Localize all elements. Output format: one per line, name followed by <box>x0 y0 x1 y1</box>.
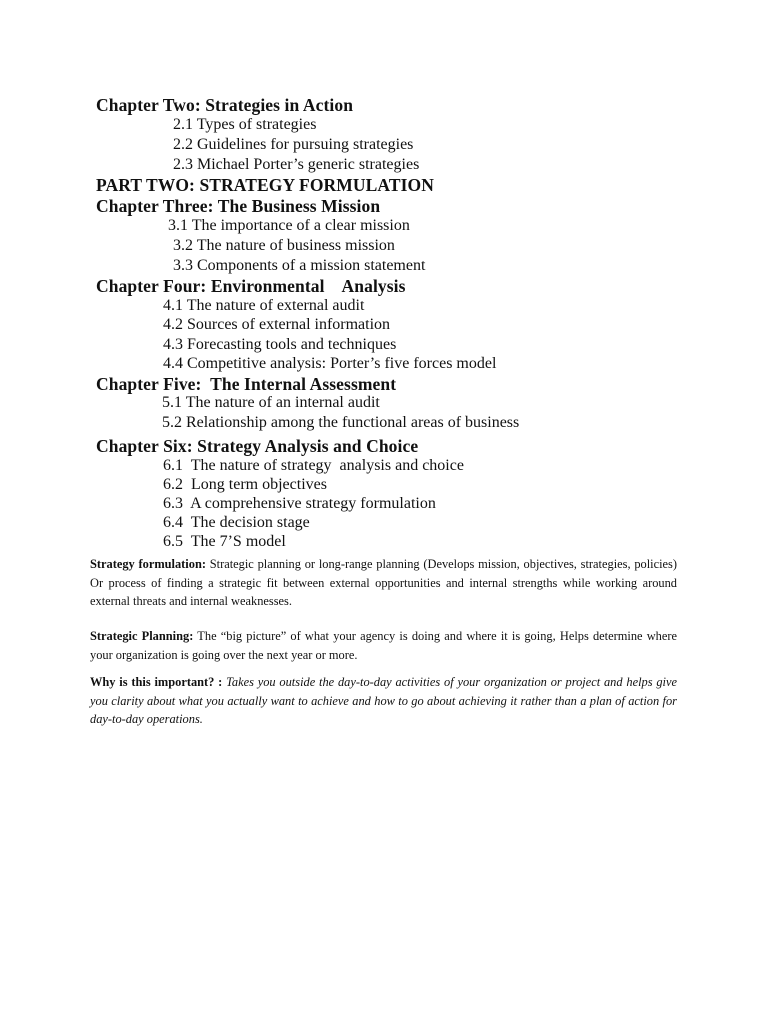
why-important-paragraph <box>90 673 677 729</box>
toc-item-4-2: 4.2 Sources of external information <box>163 316 391 333</box>
toc-item-5-1: 5.1 The nature of an internal audit <box>162 394 380 411</box>
why-important-text: Takes you outside the day-to-day activities of your organization or project and helps give you clarity about what you actually want to achieve and how to go about achieving it rather than a plan of action for day-to-day operations. <box>90 675 677 726</box>
strategic-planning-text: The “big picture” of what your agency is doing and where it is going, Helps determine where your organization is going over the next year or more. <box>90 629 677 662</box>
toc-item-3-3: 3.3 Components of a mission statement <box>173 257 426 274</box>
toc-item-4-3: 4.3 Forecasting tools and techniques <box>163 336 397 353</box>
part-two-heading: PART TWO: STRATEGY FORMULATION <box>96 175 434 195</box>
toc-item-3-2: 3.2 The nature of business mission <box>173 237 395 254</box>
toc-item-3-1: 3.1 The importance of a clear mission <box>168 217 410 234</box>
toc-item-4-1: 4.1 The nature of external audit <box>163 297 365 314</box>
toc-item-5-2: 5.2 Relationship among the functional areas of business <box>162 414 520 431</box>
toc-item-6-2: 6.2 Long term objectives <box>163 476 327 493</box>
toc-item-2-3: 2.3 Michael Porter’s generic strategies <box>173 156 420 173</box>
why-important-label: Why is this important? : <box>90 675 223 689</box>
toc-item-6-3: 6.3 A comprehensive strategy formulation <box>163 495 436 512</box>
toc-item-4-4: 4.4 Competitive analysis: Porter’s five forces model <box>163 355 497 372</box>
strategy-formulation-paragraph <box>90 555 677 611</box>
strategic-planning-paragraph <box>90 627 677 664</box>
chapter-two-heading: Chapter Two: Strategies in Action <box>96 95 354 115</box>
toc-item-6-4: 6.4 The decision stage <box>163 514 310 531</box>
chapter-three-heading: Chapter Three: The Business Mission <box>96 196 381 216</box>
chapter-six-heading: Chapter Six: Strategy Analysis and Choice <box>96 436 419 456</box>
chapter-four-heading: Chapter Four: Environmental Analysis <box>96 276 406 296</box>
toc-item-2-2: 2.2 Guidelines for pursuing strategies <box>173 136 414 153</box>
chapter-five-heading: Chapter Five: The Internal Assessment <box>96 374 397 394</box>
toc-item-6-1: 6.1 The nature of strategy analysis and choice <box>163 457 464 474</box>
strategic-planning-label: Strategic Planning: <box>90 629 194 643</box>
clipped-top-line <box>165 76 435 90</box>
toc-item-2-1: 2.1 Types of strategies <box>173 116 317 133</box>
strategy-formulation-text: Strategic planning or long-range planning (Develops mission, objectives, strategies, policies) Or process of finding a strategic fit between external opportunities and internal strengths while working around external threats and internal weaknesses. <box>90 557 677 608</box>
strategy-formulation-label: Strategy formulation: <box>90 557 206 571</box>
toc-item-6-5: 6.5 The 7’S model <box>163 533 286 550</box>
